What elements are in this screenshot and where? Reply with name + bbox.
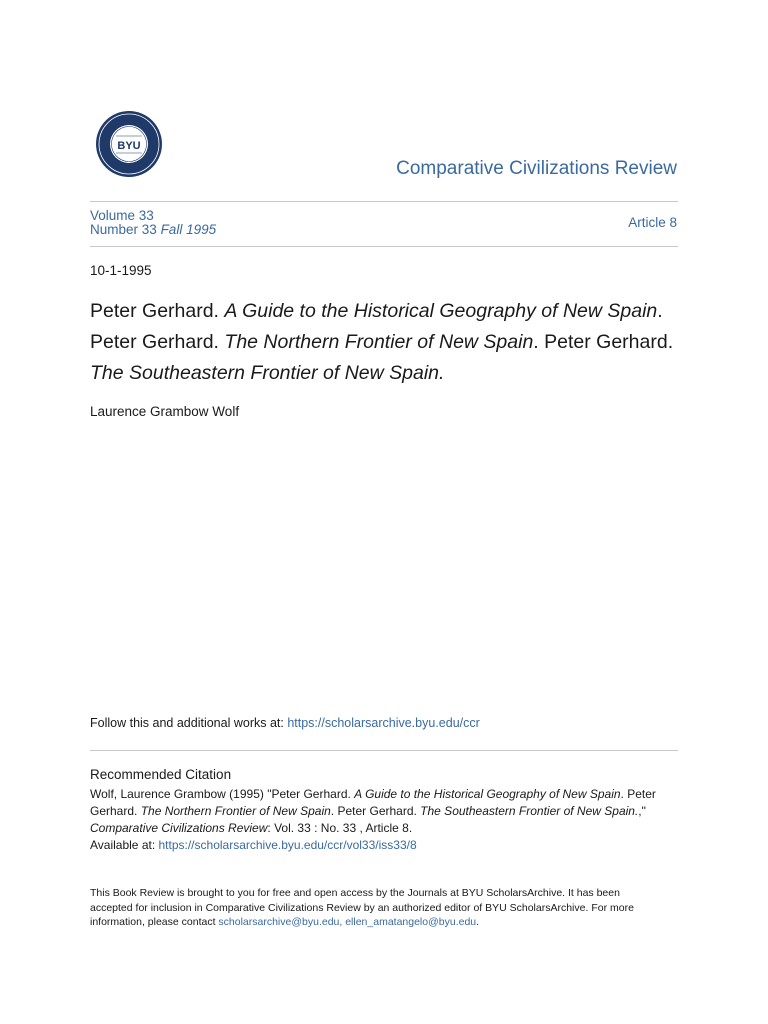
citation-mid-2: . Peter Gerhard.	[330, 804, 421, 818]
citation-lead: Wolf, Laurence Grambow (1995) "Peter Gerhard.	[90, 787, 355, 801]
issue-info[interactable]	[90, 209, 216, 237]
citation-book-1: A Guide to the Historical Geography of New Spain	[354, 787, 621, 801]
divider	[90, 246, 678, 247]
follow-text: Follow this and additional works at:	[90, 716, 288, 730]
recommended-citation-heading: Recommended Citation	[90, 767, 232, 782]
season-label: Fall 1995	[160, 222, 217, 237]
seal-label: BYU	[117, 140, 141, 152]
citation-mid-1: . Peter Gerhard.	[90, 787, 656, 818]
byu-seal-logo	[95, 110, 163, 178]
number-label: Number 33	[90, 222, 157, 237]
citation-book-3: The Southeastern Frontier of New Spain.	[420, 804, 639, 818]
divider	[90, 201, 678, 202]
journal-title[interactable]: Comparative Civilizations Review	[396, 158, 677, 179]
access-notice-end: .	[476, 916, 480, 928]
citation-journal: Comparative Civilizations Review	[90, 821, 268, 835]
citation-close: ,"	[638, 804, 646, 818]
volume-label: Volume 33	[90, 208, 154, 223]
access-notice	[90, 886, 665, 930]
access-notice-text: This Book Review is brought to you for free and open access by the Journals at BYU ScholarsArchive. It has been accepted for inclusion in Comparative Civilizations Review by an authorized editor of BYU ScholarsArchive. For more information, please contact	[90, 887, 634, 928]
review-title: Peter Gerhard. A Guide to the Historical Geography of New Spain. Peter Gerhard. The Northern Frontier of New Spain. Peter Gerhard. The Southeastern Frontier of New Spain.	[90, 300, 674, 384]
title-author-3: Peter Gerhard.	[544, 331, 674, 353]
follow-line	[90, 716, 480, 730]
citation-book-2: The Northern Frontier of New Spain	[140, 804, 331, 818]
article-number[interactable]: Article 8	[628, 215, 677, 230]
citation-text	[90, 786, 685, 854]
title-author-2: Peter Gerhard.	[90, 331, 219, 353]
citation-url-link[interactable]: https://scholarsarchive.byu.edu/ccr/vol33/iss33/8	[158, 838, 417, 852]
title-book-3: The Southeastern Frontier of New Spain.	[90, 362, 445, 384]
follow-link[interactable]: https://scholarsarchive.byu.edu/ccr	[287, 716, 480, 730]
available-at-label: Available at:	[90, 838, 159, 852]
title-book-1: A Guide to the Historical Geography of New Spain	[224, 300, 658, 322]
publication-date: 10-1-1995	[90, 263, 152, 278]
title-book-2: The Northern Frontier of New Spain	[224, 331, 534, 353]
title-author-1: Peter Gerhard.	[90, 300, 219, 322]
contact-email-links[interactable]: scholarsarchive@byu.edu, ellen_amatangelo@byu.edu	[218, 916, 477, 928]
citation-tail: : Vol. 33 : No. 33 , Article 8.	[267, 821, 413, 835]
author-name: Laurence Grambow Wolf	[90, 404, 240, 419]
divider	[90, 750, 678, 751]
